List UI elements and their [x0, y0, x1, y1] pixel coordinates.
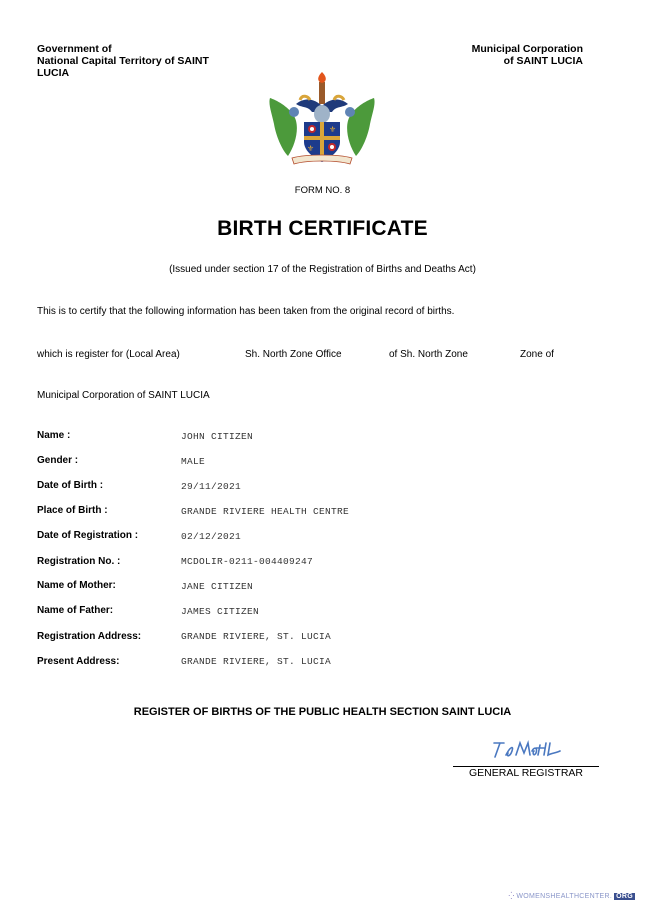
coat-of-arms-icon — [266, 70, 378, 168]
field-label-date-of-birth: Date of Birth : — [37, 480, 104, 491]
municipal-statement: Municipal Corporation of SAINT LUCIA — [37, 390, 210, 401]
field-label-name: Name : — [37, 430, 71, 441]
field-label-gender: Gender : — [37, 455, 79, 466]
municipal-line-1: Municipal Corporation — [471, 43, 583, 55]
document-title: BIRTH CERTIFICATE — [217, 217, 428, 240]
form-number: FORM NO. 8 — [294, 185, 351, 196]
field-value-date-of-registration: 02/12/2021 — [181, 531, 242, 542]
signature-title: GENERAL REGISTRAR — [469, 767, 583, 779]
issuer-municipal — [472, 43, 583, 67]
local-area-zone: of Sh. North Zone — [389, 349, 468, 360]
field-label-date-of-registration: Date of Registration : — [37, 530, 139, 541]
field-label-mother: Name of Mother: — [37, 580, 116, 591]
field-value-father: JAMES CITIZEN — [181, 606, 260, 617]
register-statement: REGISTER OF BIRTHS OF THE PUBLIC HEALTH SECTION SAINT LUCIA — [133, 706, 512, 718]
certify-statement: This is to certify that the following information has been taken from the original record of births. — [37, 306, 455, 317]
field-label-place-of-birth: Place of Birth : — [37, 505, 108, 516]
field-value-place-of-birth: GRANDE RIVIERE HEALTH CENTRE — [181, 506, 350, 517]
field-value-registration-address: GRANDE RIVIERE, ST. LUCIA — [181, 631, 332, 642]
municipal-line-2: of SAINT LUCIA — [503, 55, 583, 67]
watermark — [508, 892, 635, 900]
issuer-line-2: National Capital Territory of SAINT — [37, 55, 209, 67]
field-label-registration-address: Registration Address: — [37, 631, 142, 642]
local-area-label: which is register for (Local Area) — [37, 349, 180, 360]
watermark-dots-icon: ⁛ — [508, 893, 515, 900]
field-label-registration-no: Registration No. : — [37, 556, 121, 567]
issuer-line-1: Government of — [37, 43, 112, 55]
field-value-present-address: GRANDE RIVIERE, ST. LUCIA — [181, 656, 332, 667]
local-area-zone-of: Zone of — [520, 349, 554, 360]
watermark-badge: ORG — [616, 892, 633, 900]
watermark-text: WOMENSHEALTHCENTER. — [516, 892, 613, 900]
document-subtitle: (Issued under section 17 of the Registration of Births and Deaths Act) — [169, 264, 476, 275]
field-label-father: Name of Father: — [37, 605, 114, 616]
issuer-government — [37, 43, 209, 79]
issuer-line-3: LUCIA — [37, 67, 70, 79]
signature-icon — [488, 737, 568, 761]
field-value-mother: JANE CITIZEN — [181, 581, 254, 592]
svg-text:⚜: ⚜ — [329, 125, 337, 134]
field-value-name: JOHN CITIZEN — [181, 431, 254, 442]
field-label-present-address: Present Address: — [37, 656, 120, 667]
field-value-date-of-birth: 29/11/2021 — [181, 481, 242, 492]
field-value-gender: MALE — [181, 456, 206, 467]
local-area-office: Sh. North Zone Office — [245, 349, 342, 360]
svg-text:⚜: ⚜ — [307, 144, 315, 153]
field-value-registration-no: MCDOLIR-0211-004409247 — [181, 556, 314, 567]
